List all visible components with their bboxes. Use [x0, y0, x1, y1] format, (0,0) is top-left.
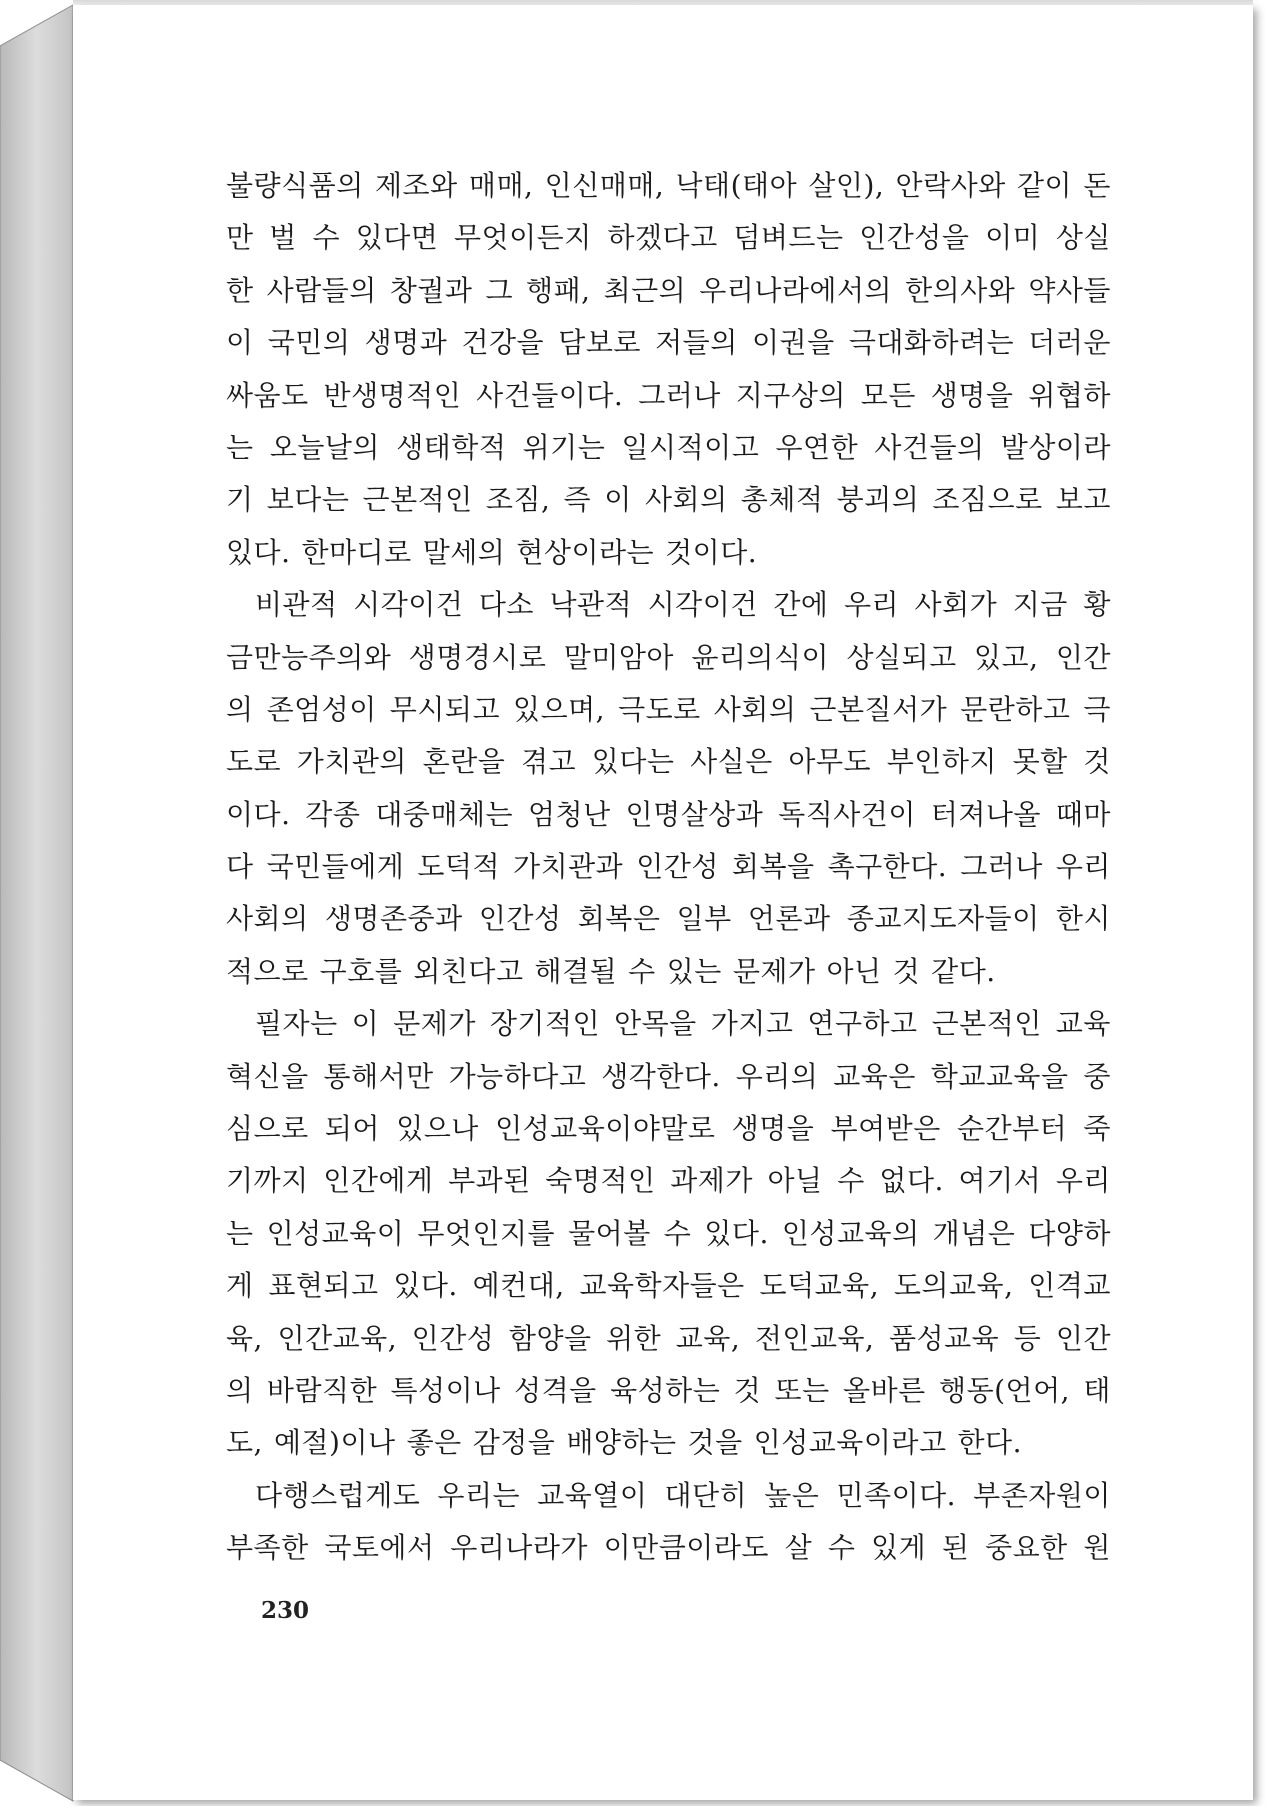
text-line: 부족한 국토에서 우리나라가 이만큼이라도 살 수 있게 된 중요한 원 — [226, 1531, 1111, 1565]
text-line: 는 인성교육이 무엇인지를 물어볼 수 있다. 인성교육의 개념은 다양하 — [226, 1216, 1111, 1250]
text-line: 게 표현되고 있다. 예컨대, 교육학자들은 도덕교육, 도의교육, 인격교 — [226, 1269, 1111, 1303]
paragraph — [226, 160, 1111, 579]
body-text — [226, 160, 1111, 1575]
text-line: 만 벌 수 있다면 무엇이든지 하겠다고 덤벼드는 인간성을 이미 상실 — [226, 221, 1111, 255]
text-line: 심으로 되어 있으나 인성교육이야말로 생명을 부여받은 순간부터 죽 — [226, 1112, 1111, 1146]
text-line: 는 오늘날의 생태학적 위기는 일시적이고 우연한 사건들의 발상이라 — [226, 430, 1111, 464]
text-line: 다행스럽게도 우리는 교육열이 대단히 높은 민족이다. 부존자원이 — [255, 1478, 1111, 1512]
text-line: 한 사람들의 창궐과 그 행패, 최근의 우리나라에서의 한의사와 약사들 — [226, 273, 1111, 307]
text-line: 사회의 생명존중과 인간성 회복은 일부 언론과 종교지도자들이 한시 — [226, 902, 1111, 936]
paragraph — [226, 579, 1111, 998]
text-line: 의 존엄성이 무시되고 있으며, 극도로 사회의 근본질서가 문란하고 극 — [226, 692, 1111, 726]
text-line: 기 보다는 근본적인 조짐, 즉 이 사회의 총체적 붕괴의 조짐으로 보고 — [226, 483, 1111, 517]
text-line: 이 국민의 생명과 건강을 담보로 저들의 이권을 극대화하려는 더러운 — [226, 326, 1111, 360]
text-line: 도, 예절)이나 좋은 감정을 배양하는 것을 인성교육이라고 한다. — [226, 1426, 1022, 1460]
text-line: 기까지 인간에게 부과된 숙명적인 과제가 아닐 수 없다. 여기서 우리 — [226, 1164, 1111, 1198]
text-line: 도로 가치관의 혼란을 겪고 있다는 사실은 아무도 부인하지 못할 것 — [226, 745, 1111, 779]
text-line: 다 국민들에게 도덕적 가치관과 인간성 회복을 촉구한다. 그러나 우리 — [226, 850, 1111, 884]
page-number: 230 — [261, 1597, 310, 1624]
text-line: 비관적 시각이건 다소 낙관적 시각이건 간에 우리 사회가 지금 황 — [255, 588, 1111, 622]
text-line: 금만능주의와 생명경시로 말미암아 윤리의식이 상실되고 있고, 인간 — [226, 640, 1111, 674]
text-line: 육, 인간교육, 인간성 함양을 위한 교육, 전인교육, 품성교육 등 인간 — [226, 1321, 1111, 1355]
text-line: 적으로 구호를 외친다고 해결될 수 있는 문제가 아닌 것 같다. — [226, 954, 996, 988]
text-line: 이다. 각종 대중매체는 엄청난 인명살상과 독직사건이 터져나올 때마 — [226, 797, 1111, 831]
text-line: 의 바람직한 특성이나 성격을 육성하는 것 또는 올바른 행동(언어, 태 — [226, 1373, 1111, 1407]
text-line: 혁신을 통해서만 가능하다고 생각한다. 우리의 교육은 학교교육을 중 — [226, 1059, 1111, 1093]
text-line: 있다. 한마디로 말세의 현상이라는 것이다. — [226, 535, 758, 569]
text-line: 싸움도 반생명적인 사건들이다. 그러나 지구상의 모든 생명을 위협하 — [226, 378, 1111, 412]
text-line: 불량식품의 제조와 매매, 인신매매, 낙태(태아 살인), 안락사와 같이 돈 — [226, 169, 1111, 202]
text-line: 필자는 이 문제가 장기적인 안목을 가지고 연구하고 근본적인 교육 — [255, 1007, 1111, 1041]
paragraph — [226, 1470, 1111, 1575]
paragraph — [226, 998, 1111, 1470]
